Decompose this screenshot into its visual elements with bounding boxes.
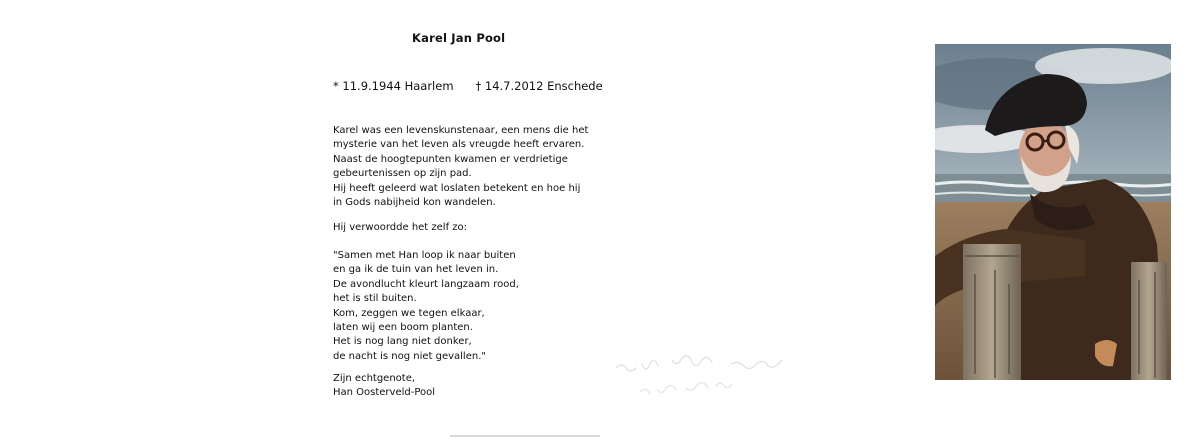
tribute-line: gebeurtenissen op zijn pad.: [333, 168, 472, 180]
tribute-line: mysterie van het leven als vreugde heeft ervaren.: [333, 139, 585, 151]
poem-line: het is stil buiten.: [333, 293, 417, 305]
faint-handwriting-mark: [612, 346, 812, 406]
tribute-line: in Gods nabijheid kon wandelen.: [333, 197, 496, 209]
scan-edge-mark: [450, 435, 600, 437]
signature-line: Zijn echtgenote,: [333, 373, 416, 384]
signature-block: [333, 372, 633, 401]
poem-line: laten wij een boom planten.: [333, 322, 473, 334]
tribute-paragraph: [333, 124, 633, 210]
poem: [333, 249, 633, 364]
poem-line: Kom, zeggen we tegen elkaar,: [333, 307, 485, 319]
birth-marker: *: [333, 79, 339, 93]
intro-paragraph: [333, 221, 633, 235]
poem-line: Het is nog lang niet donker,: [333, 336, 472, 348]
tribute-line: Naast de hoogtepunten kwamen er verdrietige: [333, 153, 568, 165]
intro-line: Hij verwoordde het zelf zo:: [333, 222, 468, 233]
life-dates: [333, 79, 603, 93]
poem-line: "Samen met Han loop ik naar buiten: [333, 250, 516, 261]
death-date-place: 14.7.2012 Enschede: [484, 79, 603, 93]
poem-line: De avondlucht kleurt langzaam rood,: [333, 278, 519, 290]
death-marker-icon: †: [475, 79, 482, 93]
deceased-name: Karel Jan Pool: [412, 31, 506, 45]
tribute-line: Hij heeft geleerd wat loslaten betekent en hoe hij: [333, 182, 581, 194]
portrait-photo: [935, 44, 1171, 380]
signature-line: Han Oosterveld-Pool: [333, 387, 436, 399]
poem-line: en ga ik de tuin van het leven in.: [333, 264, 499, 276]
poem-line: de nacht is nog niet gevallen.": [333, 350, 486, 362]
tribute-line: Karel was een levenskunstenaar, een mens die het: [333, 125, 589, 136]
birth-date-place: 11.9.1944 Haarlem: [342, 79, 454, 93]
